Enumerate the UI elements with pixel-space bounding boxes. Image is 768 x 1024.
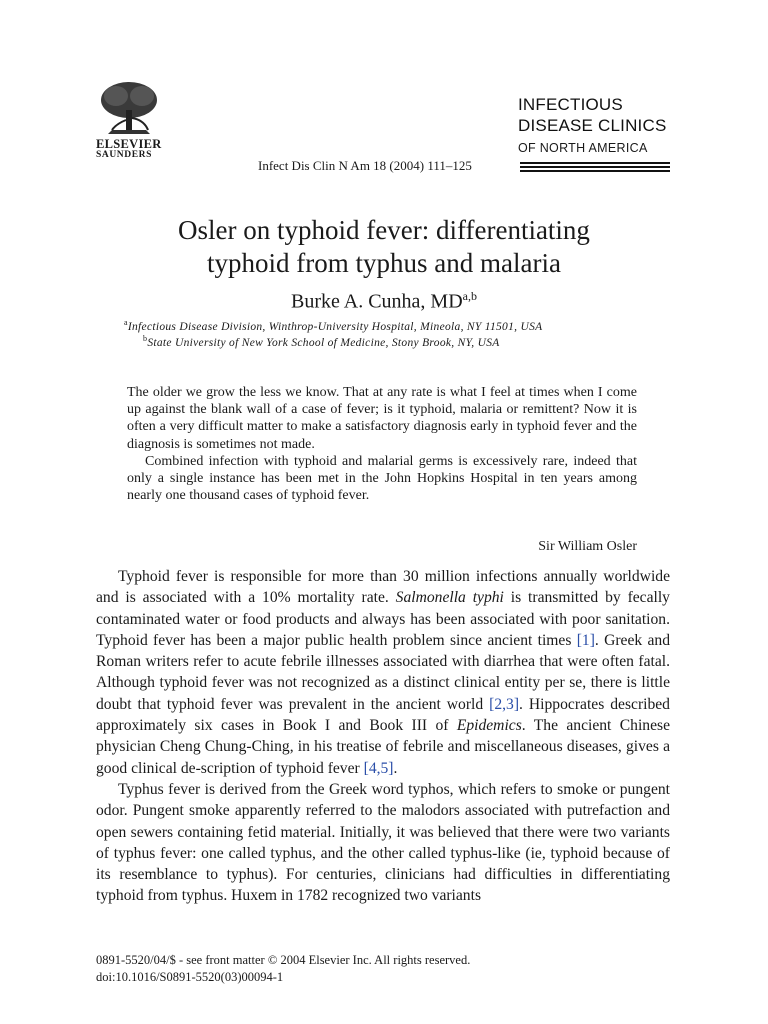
article-body <box>96 566 670 907</box>
citation-link[interactable]: [1] <box>576 631 595 649</box>
body-paragraph <box>96 566 670 779</box>
journal-title-line2: DISEASE CLINICS <box>518 116 667 135</box>
author-name: Burke A. Cunha, MD <box>291 290 463 313</box>
article-title-line2: typhoid from typhus and malaria <box>207 248 561 278</box>
publisher-logo-name: ELSEVIER <box>96 137 162 151</box>
doi-line: doi:10.1016/S0891-5520(03)00094-1 <box>96 970 284 984</box>
article-title <box>0 214 768 280</box>
citation-link[interactable]: [4,5] <box>363 759 394 777</box>
citation-link[interactable]: [2,3] <box>489 695 520 713</box>
header-rule-3 <box>520 170 670 172</box>
text-run: is transmitted by fecally contaminated water or food products and always has been associated with poor sanitation. Typhoid fever has been a major public health problem since ancient times <box>96 589 670 649</box>
journal-title-line1: INFECTIOUS <box>518 95 623 114</box>
publisher-imprint: SAUNDERS <box>96 150 153 160</box>
affiliation-a <box>124 318 543 333</box>
text-run: . Hippocrates described approximately six cases in Book I and Book III of <box>96 695 670 735</box>
affiliation-text: State University of New York School of Medicine, Stony Brook, NY, USA <box>147 336 500 349</box>
journal-citation: Infect Dis Clin N Am 18 (2004) 111–125 <box>258 158 472 173</box>
elsevier-tree-icon <box>98 80 160 138</box>
header-rule-2 <box>520 166 670 168</box>
text-run: . The ancient Chinese physician Cheng Chung-Ching, in his treatise of febrile and miscellaneous diseases, gives a good clinical de-scription of typhoid fever <box>96 717 670 777</box>
journal-title <box>518 94 667 136</box>
affiliation-text: Infectious Disease Division, Winthrop-University Hospital, Mineola, NY 11501, USA <box>127 320 543 333</box>
affiliation-mark: b <box>143 334 148 343</box>
text-run: Typhoid fever is responsible for more than 30 million infections annually worldwide and is associated with a 10% mortality rate. <box>96 568 670 607</box>
copyright-line: 0891-5520/04/$ - see front matter © 2004 Elsevier Inc. All rights reserved. <box>96 953 471 967</box>
journal-subtitle: OF NORTH AMERICA <box>518 141 648 155</box>
epigraph-paragraph: Combined infection with typhoid and malarial germs is excessively rare, indeed that only a single instance has been met in the John Hopkins Hospital in ten years among nearly one thousand cases of typhoid fever. <box>127 453 637 504</box>
epigraph-attribution: Sir William Osler <box>538 539 637 554</box>
header-rule-1 <box>520 162 670 164</box>
author-line <box>0 289 768 314</box>
body-paragraph: Typhus fever is derived from the Greek word typhos, which refers to smoke or pungent odor. Pungent smoke apparently referred to the malodors associated with putrefaction and open sewers containing fetid material. Initially, it was believed that there were two variants of typhus fever: one called typhus, and the other called typhus-like (ie, typhoid because of its resemblance to typhus). For centuries, clinicians had difficulties in differentiating typhoid from typhus. Huxem in 1782 recognized two variants <box>96 780 670 905</box>
affiliation-b <box>143 334 500 349</box>
author-affiliation-marks: a,b <box>462 289 477 303</box>
text-run: . Greek and Roman writers refer to acute febrile illnesses associated with diarrhea that were often fatal. Although typhoid fever was not recognized as a distinct clinical entity per se, there is little doubt that typhoid fever was prevalent in the ancient world <box>96 631 671 713</box>
epigraph-paragraph: The older we grow the less we know. That at any rate is what I feel at times when I come up against the blank wall of a case of fever; is it typhoid, malaria or remittent? Now it is often a very difficult matter to make a satisfactory diagnosis early in typhoid fever and the diagnosis is sometimes not made. <box>127 385 637 452</box>
book-title: Epidemics <box>456 717 522 735</box>
article-title-line1: Osler on typhoid fever: differentiating <box>178 215 590 245</box>
publisher-logo <box>96 80 168 160</box>
page-footer <box>96 952 470 986</box>
text-run: . <box>393 759 398 777</box>
species-name: Salmonella typhi <box>395 589 504 607</box>
epigraph-quote <box>127 384 637 504</box>
affiliation-mark: a <box>124 318 128 327</box>
